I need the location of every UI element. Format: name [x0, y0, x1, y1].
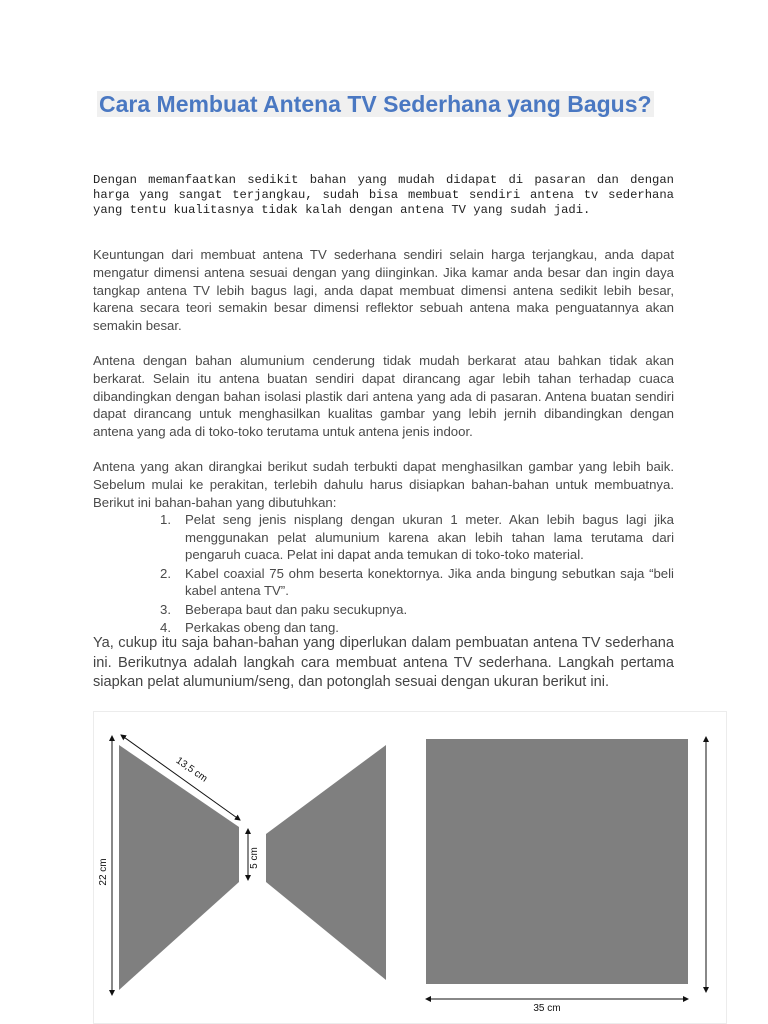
list-item-text: Pelat seng jenis nisplang dengan ukuran 1 meter. Akan lebih bagus lagi jika menggunakan pelat alumunium karena akan lebih tahan lama terutama dari pengaruh cuaca. Pelat ini dapat anda temukan di toko-toko material.: [185, 512, 674, 562]
materials-list: [160, 511, 674, 638]
paragraph-advantages: Keuntungan dari membuat antena TV sederhana sendiri selain harga terjangkau, anda dapat mengatur dimensi antena sesuai dengan yang diinginkan. Jika kamar anda besar dan ingin daya tangkap antena TV lebih bagus lagi, anda dapat membuat dimensi antena sedikit lebih besar, karena secara teori semakin besar dimensi reflektor sebuah antena maka penguatannya akan semakin besar.: [93, 247, 674, 334]
gap-label: 5 cm: [249, 847, 260, 869]
right-wing-plate: [266, 745, 386, 980]
list-item: [160, 565, 674, 600]
antenna-dimension-figure: [93, 711, 727, 1024]
list-item-text: Beberapa baut dan paku secukupnya.: [185, 601, 408, 617]
list-item-text: Kabel coaxial 75 ohm beserta konektornya. Jika anda bingung sebutkan saja “beli kabel antena TV”.: [185, 565, 674, 598]
closing-paragraph: Ya, cukup itu saja bahan-bahan yang diperlukan dalam pembuatan antena TV sederhana ini. Berikutnya adalah langkah cara membuat antena TV sederhana. Langkah pertama siapkan pelat alumunium/seng, dan potonglah sesuai dengan ukuran berikut ini.: [93, 635, 674, 690]
list-item: [160, 511, 674, 564]
list-number: 1.: [160, 512, 171, 527]
diagonal-label: 13,5 cm: [173, 755, 210, 785]
intro-text: Dengan memanfaatkan sedikit bahan yang mudah didapat di pasaran dan dengan harga yang sangat terjangkau, sudah bisa membuat sendiri antena tv sederhana yang tentu kualitasnya tidak kalah dengan antena TV yang sudah jadi.: [93, 173, 674, 217]
list-number: 3.: [160, 601, 171, 617]
reflector-plate: [426, 739, 688, 984]
list-number: 4.: [160, 620, 171, 635]
left-wing-plate: [119, 745, 239, 990]
list-item: [160, 601, 674, 619]
list-number: 2.: [160, 565, 171, 581]
list-item-text: Perkakas obeng dan tang.: [185, 620, 339, 635]
height-label: 22 cm: [98, 858, 109, 886]
antenna-diagram: [94, 712, 726, 1023]
paragraph-materials-intro: Antena yang akan dirangkai berikut sudah terbukti dapat menghasilkan gambar yang lebih baik. Sebelum mulai ke perakitan, terlebih dahulu harus disiapkan bahan-bahan untuk membuatnya. Berikut ini bahan-bahan yang dibutuhkan:: [93, 459, 674, 510]
page-title: Cara Membuat Antena TV Sederhana yang Bagus?: [99, 91, 652, 117]
paragraph-aluminium: Antena dengan bahan alumunium cenderung tidak mudah berkarat atau bahkan tidak akan berkarat. Selain itu antena buatan sendiri dapat dirancang agar lebih tahan terhadap cuaca dibandingkan dengan bahan isolasi plastik dari antena yang ada di pasaran. Antena buatan sendiri dapat dirancang untuk menghasilkan kualitas gambar yang lebih jernih dibandingkan dengan antena yang ada di toko-toko terutama untuk antena jenis indoor.: [93, 353, 674, 440]
width-label: 35 cm: [533, 1003, 561, 1014]
